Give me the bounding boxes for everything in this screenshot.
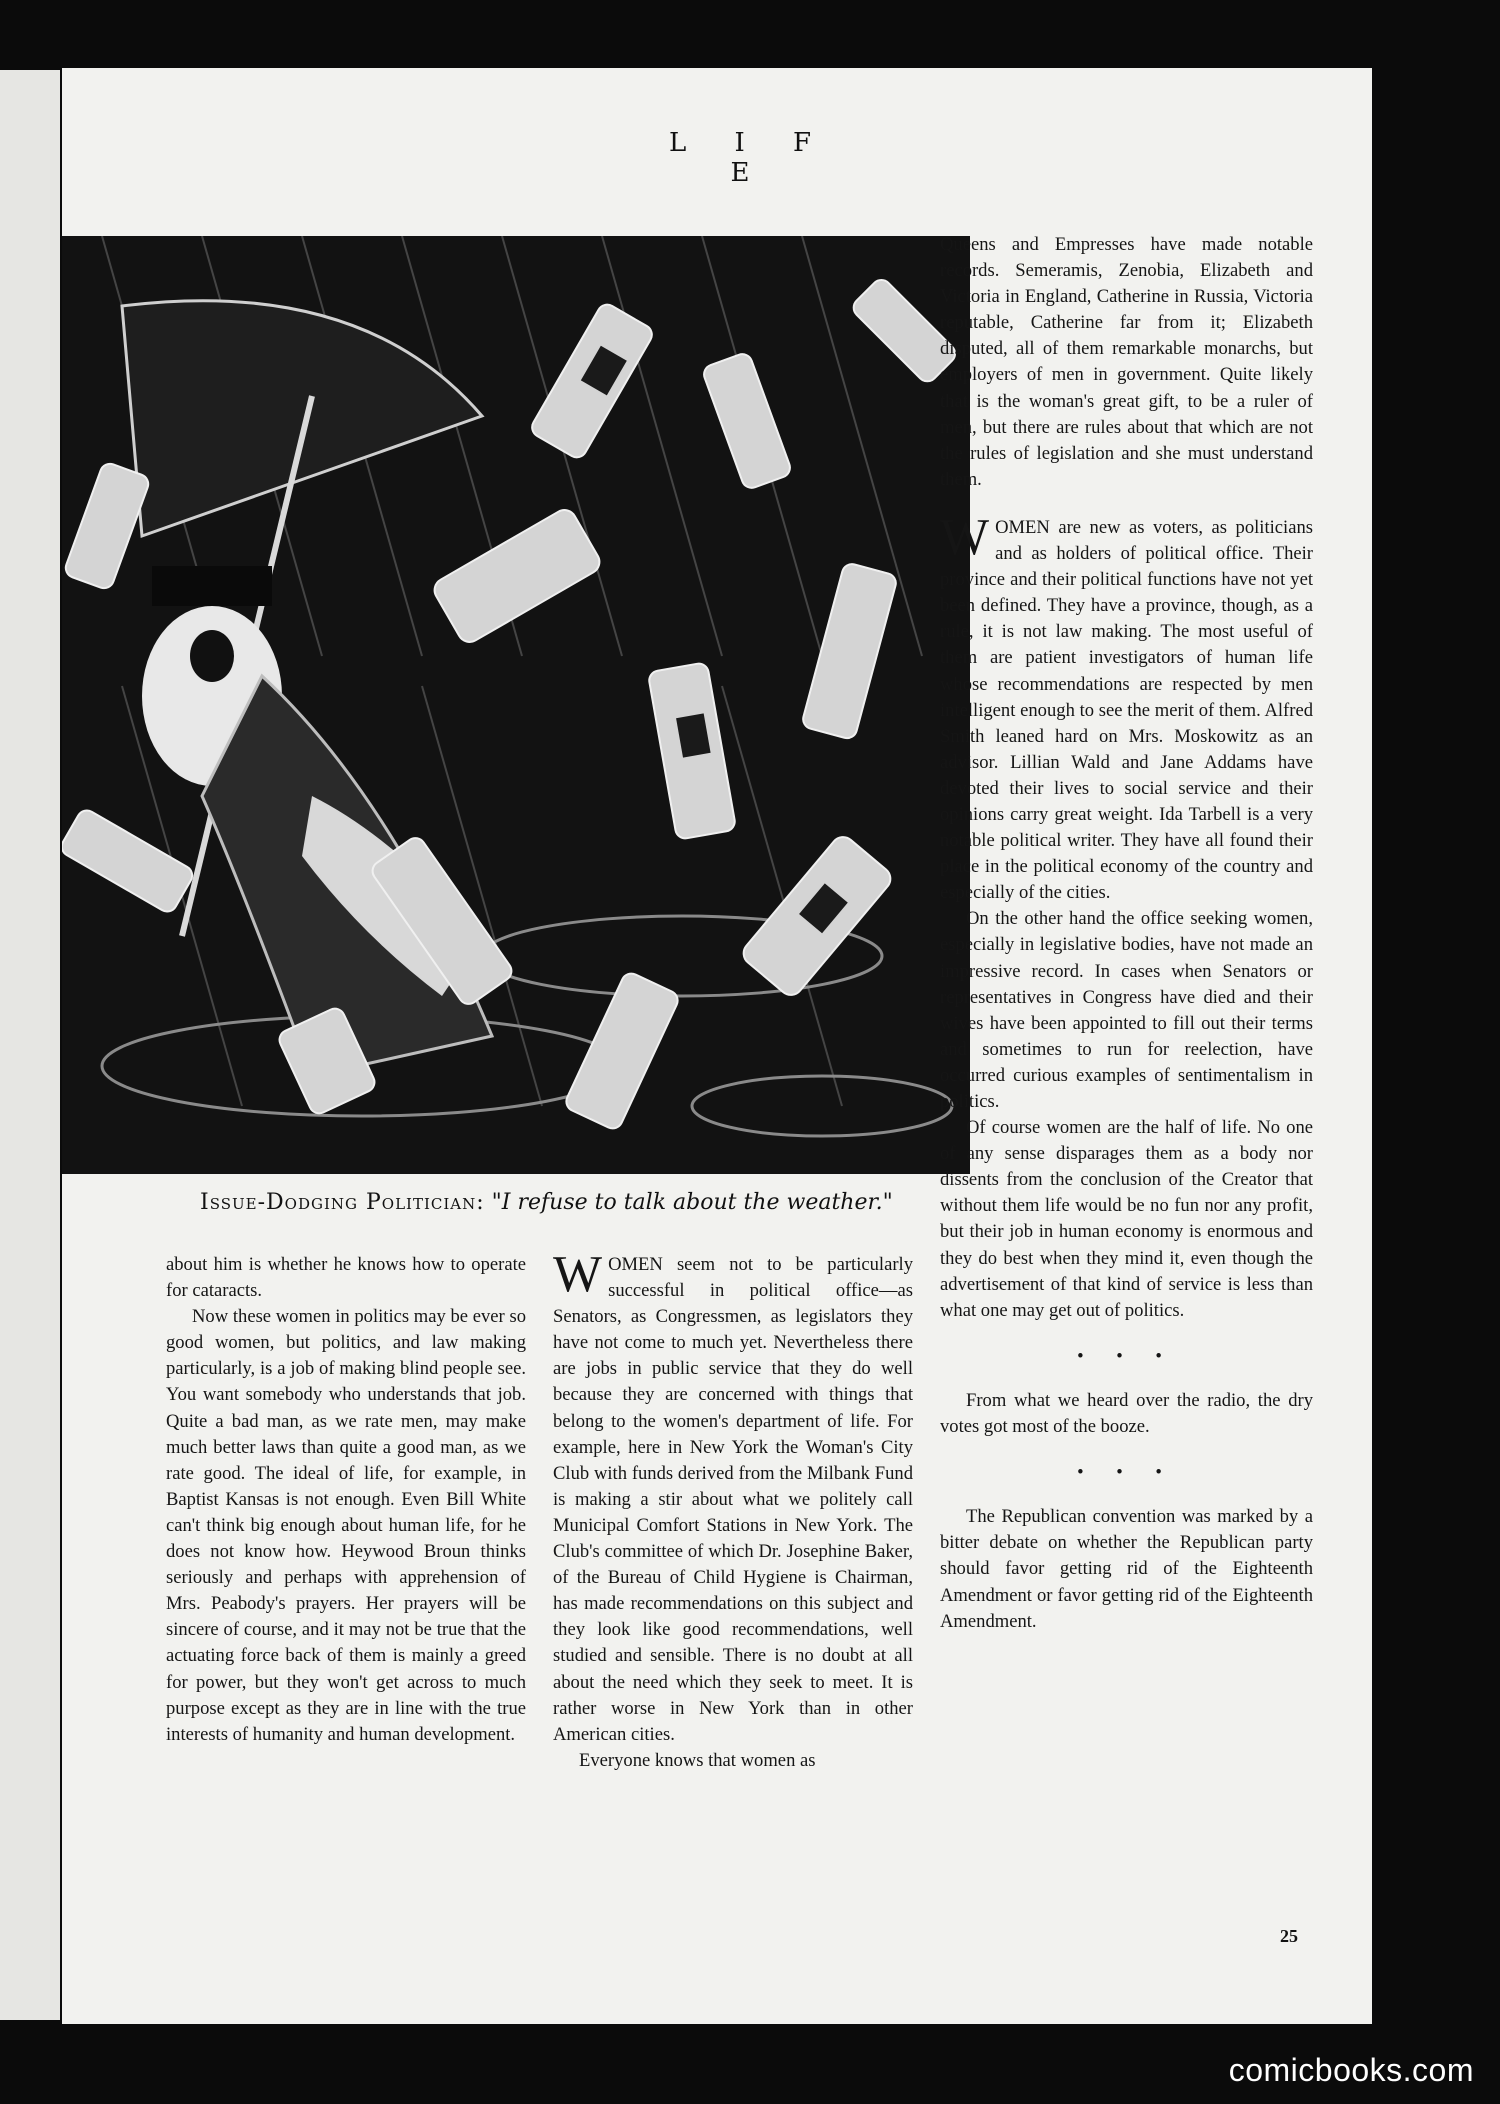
article-column-middle	[553, 1246, 913, 1774]
section-divider: • • •	[1077, 1345, 1176, 1367]
paragraph-text: are new as voters, as politicians and as holders of political office. Their province and their political functions have not yet been defined. They have a province, though, as a rule, it is not law making. The most useful of them are patient investigators of human life whose recommendations are respected by men intelligent enough to see the merit of them. Alfred Smith leaned hard on Mrs. Moskowitz as an advisor. Lillian Wald and Jane Addams have devoted their lives to social service and their opinions carry great weight. Ida Tarbell is a very notable political writer. They have all found their place in the political economy of the country and especially of the cities.	[940, 516, 1313, 904]
paragraph	[553, 1246, 913, 1748]
paragraph: Queens and Empresses have made notable records. Semeramis, Zenobia, Elizabeth and Victoria in England, Catherine in Russia, Victoria reputable, Catherine far from it; Elizabeth disputed, all of them remarkable monarchs, but employers of men in government. Quite likely that is the woman's great gift, to be a ruler of men, but there are rules about that which are not the rules of legislation and she must understand them.	[940, 234, 1313, 490]
running-head: L I F E	[668, 128, 832, 188]
section-divider: • • •	[1077, 1462, 1176, 1484]
cartoon-drawing	[62, 236, 970, 1174]
watermark: comicbooks.com	[1228, 2052, 1474, 2088]
paragraph: Of course women are the half of life. No one of any sense disparages them as a body nor dissents from the conclusion of the Creator that without them life would be no fun nor any profit, but their job in human economy is enormous and they do best when they mind it, even though the advertisement of that kind of service is less than what one may get out of politics.	[940, 1117, 1313, 1321]
paragraph	[940, 508, 1313, 906]
article-column-left	[166, 1252, 526, 1748]
article-column-right	[940, 232, 1313, 1635]
drop-cap: W	[553, 1246, 603, 1303]
lead-in-small-caps: OMEN	[608, 1254, 663, 1275]
paragraph: about him is whether he knows how to operate for cataracts.	[166, 1254, 526, 1302]
drop-cap: W	[940, 508, 990, 566]
cartoon-illustration	[62, 236, 970, 1174]
caption-lead: Issue-Dodging Politician:	[200, 1190, 485, 1215]
page-number: 25	[1280, 1926, 1298, 1946]
paragraph: On the other hand the office seeking women, especially in legislative bodies, have not made an impressive record. In cases when Senators or representatives in Congress have died and their wives have been appointed to fill out their terms and sometimes to run for reelection, have occurred curious examples of sentimentalism in politics.	[940, 908, 1313, 1112]
paragraph-text: seem not to be particularly successful in political office—as Senators, as Congressmen, as legislators they have not come to much yet. Nevertheless there are jobs in public service that they do well because they are concerned with things that belong to the women's department of life. For example, here in New York the Woman's City Club with funds derived from the Milbank Fund is making a stir about what we politely call Municipal Comfort Stations in New York. The Club's committee of which Dr. Josephine Baker, of the Bureau of Child Hygiene is Chairman, has made recommendations on this subject and they look like good recommendations, well studied and sensible. There is no doubt at all about the need which they seek to meet. It is rather worse in New York than in other American cities.	[553, 1254, 913, 1745]
lead-in-small-caps: OMEN	[995, 516, 1050, 538]
paragraph: Everyone knows that women as	[579, 1749, 816, 1771]
caption-quote: "I refuse to talk about the weather."	[491, 1190, 893, 1215]
paragraph: Now these women in politics may be ever so good women, but politics, and law making particularly, is a job of making blind people see. You want somebody who understands that job. Quite a bad man, as we rate men, may make much better laws than quite a good man, as we rate good. The ideal of life, for example, in Baptist Kansas is not enough. Even Bill White can't think big enough about human life, for he does not know how. Heywood Broun thinks seriously and perhaps with apprehension of Mrs. Peabody's prayers. Her prayers will be sincere of course, and it may not be true that the actuating force back of them is mainly a greed for power, but they won't get across to much purpose except as they are in line with the true interests of humanity and human development.	[166, 1306, 526, 1745]
facing-page-edge	[0, 70, 60, 2020]
paragraph: The Republican convention was marked by a bitter debate on whether the Republican party should favor getting rid of the Eighteenth Amendment or favor getting rid of the Eighteenth Amendment.	[940, 1506, 1313, 1632]
paragraph: From what we heard over the radio, the dry votes got most of the booze.	[940, 1389, 1313, 1438]
cartoon-caption	[200, 1190, 980, 1215]
